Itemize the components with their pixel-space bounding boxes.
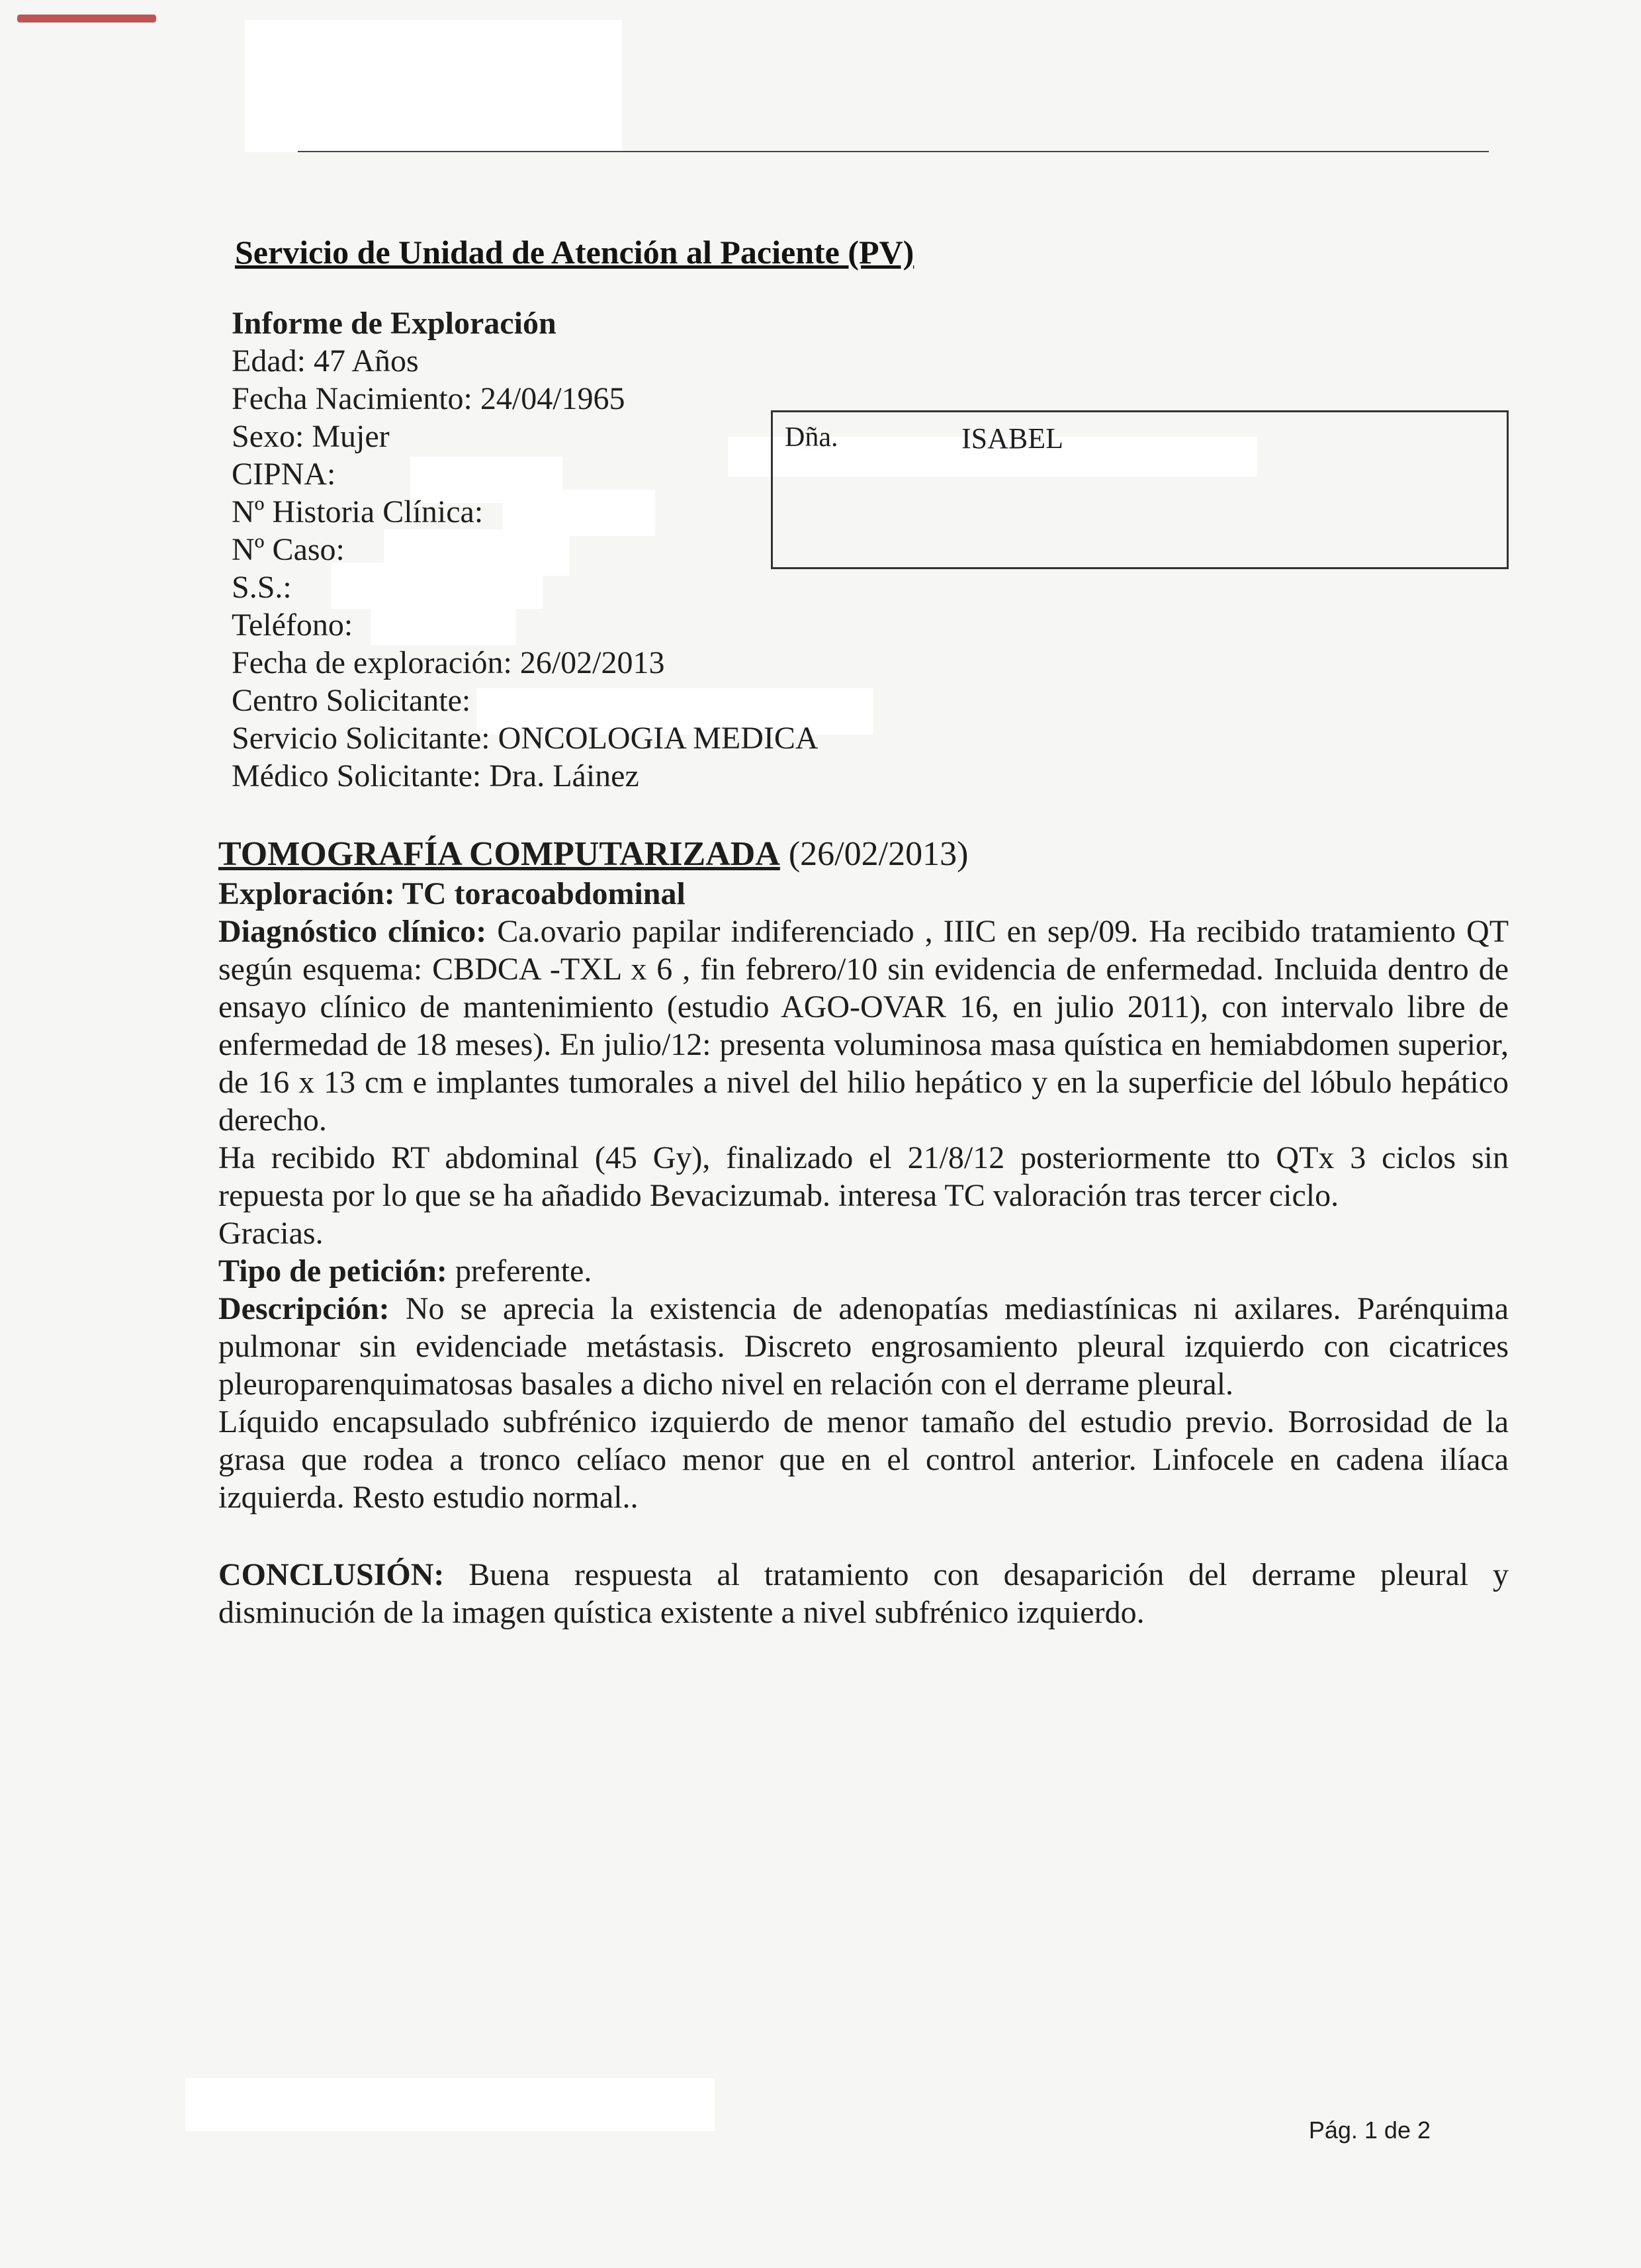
sex-field: Sexo: Mujer <box>232 419 390 454</box>
requesting-center-field: Centro Solicitante: <box>232 683 471 718</box>
diagnosis-paragraph <box>218 913 1509 1139</box>
description-paragraph-2: Líquido encapsulado subfrénico izquierdo de menor tamaño del estudio previo. Borrosidad de la grasa que rodea a tronco celíaco menor que en el control anterior. Linfocele en cadena ilíaca izquierda. Resto estudio normal.. <box>218 1404 1509 1515</box>
requesting-service-field: Servicio Solicitante: ONCOLOGIA MEDICA <box>232 721 819 756</box>
report-body <box>218 834 1509 1631</box>
conclusion-paragraph <box>218 1556 1509 1631</box>
phone-field: Teléfono: <box>232 608 353 643</box>
diagnosis-label: Diagnóstico clínico: <box>218 914 487 949</box>
ss-field: S.S.: <box>232 570 292 605</box>
patient-title-label: Dña. <box>785 422 838 453</box>
request-type-value: preferente. <box>447 1253 592 1289</box>
cipna-field: CIPNA: <box>232 457 336 492</box>
age-field: Edad: 47 Años <box>232 343 419 379</box>
spacer <box>218 1516 1509 1556</box>
page-number: Pág. 1 de 2 <box>1308 2116 1431 2144</box>
description-label: Descripción: <box>218 1291 390 1326</box>
exploration-label: Exploración: TC toracoabdominal <box>218 876 686 911</box>
case-number-field: Nº Caso: <box>232 532 345 567</box>
redacted-area <box>185 2078 715 2131</box>
birth-date-field: Fecha Nacimiento: 24/04/1965 <box>232 381 625 416</box>
ct-date: (26/02/2013) <box>779 835 969 873</box>
exploration-line <box>218 875 1509 913</box>
request-type-line <box>218 1252 1509 1290</box>
treatment-paragraph: Ha recibido RT abdominal (45 Gy), finalizado el 21/8/12 posteriormente tto QTx 3 ciclos sin repuesta por lo que se ha añadido Bevacizumab. interesa TC valoración tras tercer ciclo. <box>218 1140 1509 1213</box>
thanks-line: Gracias. <box>218 1216 324 1251</box>
ct-title: TOMOGRAFÍA COMPUTARIZADA <box>218 835 780 873</box>
patient-name-box <box>771 410 1509 569</box>
request-type-label: Tipo de petición: <box>218 1253 447 1289</box>
description-text: No se aprecia la existencia de adenopatías mediastínicas ni axilares. Parénquima pulmonar sin evidenciade metástasis. Discreto engrosamiento pleural izquierdo con cicatrices pleuroparenquimatosas basales a dicho nivel en relación con el derrame pleural. <box>218 1291 1509 1402</box>
patient-name: ISABEL <box>961 422 1063 455</box>
redacted-logo-area <box>245 20 622 152</box>
report-title: Informe de Exploración <box>232 306 556 341</box>
conclusion-text: Buena respuesta al tratamiento con desaparición del derrame pleural y disminución de la imagen quística existente a nivel subfrénico izquierdo. <box>218 1557 1509 1630</box>
description-paragraph <box>218 1290 1509 1403</box>
ct-heading <box>218 834 1509 875</box>
exam-date-field: Fecha de exploración: 26/02/2013 <box>232 645 665 680</box>
corner-mark <box>17 15 156 23</box>
header-rule <box>298 151 1489 152</box>
requesting-doctor-field: Médico Solicitante: Dra. Láinez <box>232 758 639 794</box>
diagnosis-text: Ca.ovario papilar indiferenciado , IIIC en sep/09. Ha recibido tratamiento QT según esquema: CBDCA -TXL x 6 , fin febrero/10 sin evidencia de enfermedad. Incluida dentro de ensayo clínico de mantenimiento (estudio AGO-OVAR 16, en julio 2011), con intervalo libre de enfermedad de 18 meses). En julio/12: presenta voluminosa masa quística en hemiabdomen superior, de 16 x 13 cm e implantes tumorales a nivel del hilio hepático y en la superficie del lóbulo hepático derecho. <box>218 914 1509 1138</box>
service-title: Servicio de Unidad de Atención al Paciente (PV) <box>235 234 914 271</box>
conclusion-label: CONCLUSIÓN: <box>218 1557 445 1592</box>
history-number-field: Nº Historia Clínica: <box>232 494 484 529</box>
